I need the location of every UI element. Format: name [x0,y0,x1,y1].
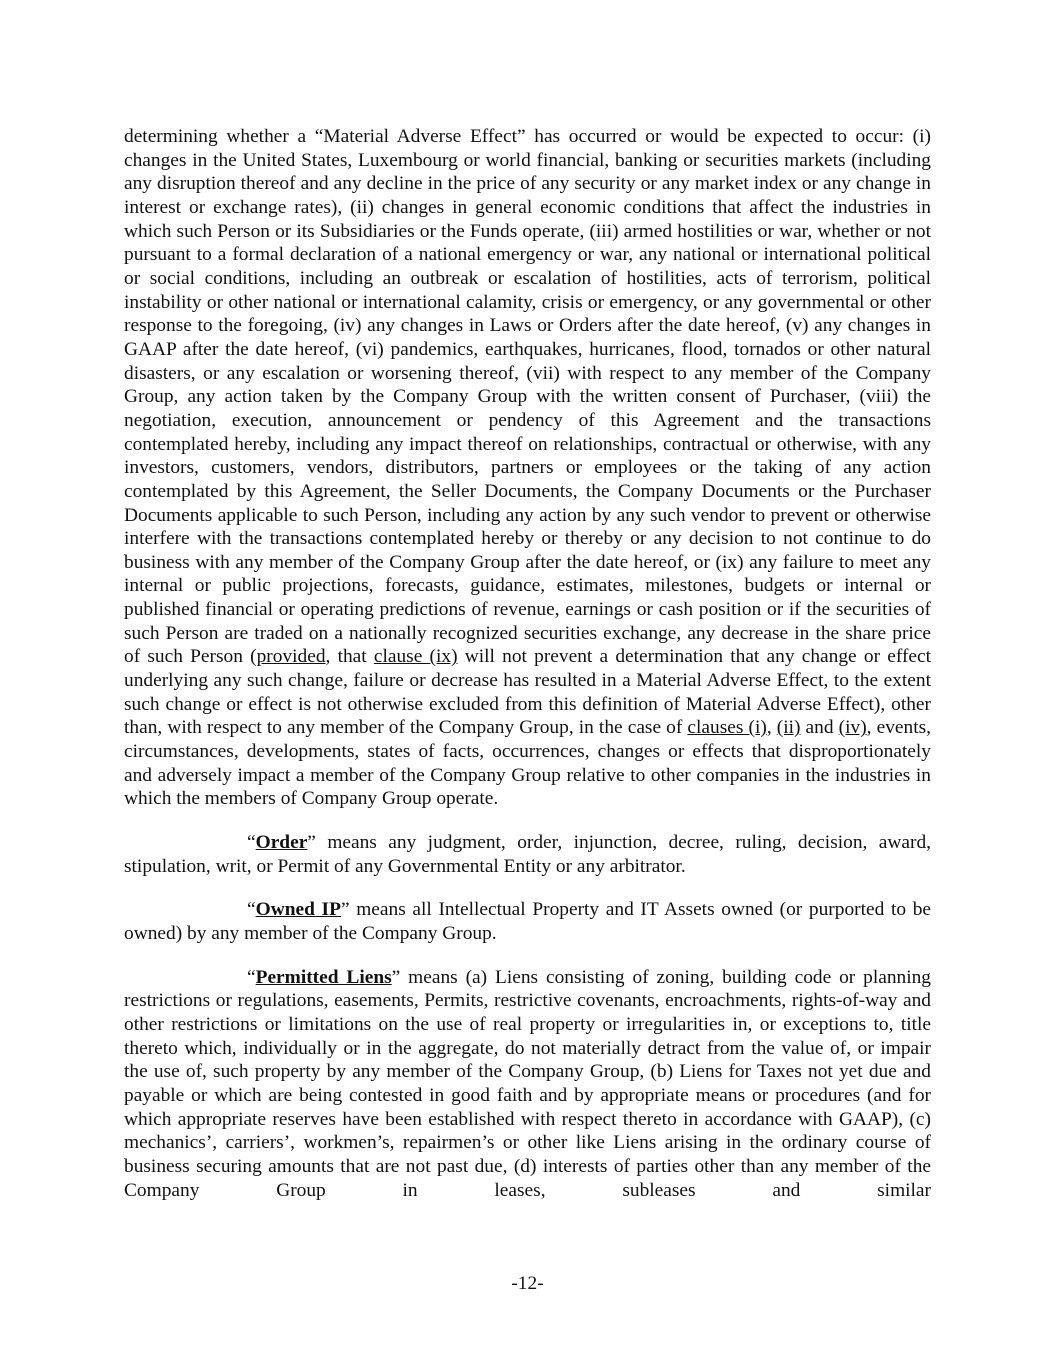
definition-body: means any judgment, order, injunction, decree, ruling, decision, award, stipulation, writ, or Permit of any Governmental Entity or any arbitrator. [124,832,931,877]
close-quote: ” [307,832,316,854]
open-quote: “ [247,966,256,988]
defined-term-permitted-liens: Permitted Liens [255,966,392,988]
definition-permitted-liens [124,966,931,1203]
definition-body: means all Intellectual Property and IT Assets owned (or purported to be owned) by any member of the Company Group. [124,899,932,944]
mae-text-5: and [800,717,839,739]
mae-text-6: , events, circumstances, developments, states of facts, occurrences, changes or effects that disproportionately and adversely impact a member of the Company Group relative to other companies in the industries in which the members of Company Group operate. [124,717,931,810]
mae-definition-continuation [124,125,931,811]
clause-iv-reference: (iv) [838,717,867,739]
document-page [124,125,931,1202]
definition-body: means (a) Liens consisting of zoning, building code or planning restrictions or regulations, easements, Permits, restrictive covenants, encroachments, rights-of-way and other restrictions or limitations on the use of real property or irregularities in, or exceptions to, title thereto which, individually or in the aggregate, do not materially detract from the value of, or impair the use of, such property by any member of the Company Group, (b) Liens for Taxes not yet due and payable or which are being contested in good faith and by appropriate means or procedures (and for which appropriate reserves have been established with respect thereto in accordance with GAAP), (c) mechanics’, carriers’, workmen’s, repairmen’s or other like Liens arising in the ordinary course of business securing amounts that are not past due, (d) interests of parties other than any member of the Company Group in leases, subleases and similar [124,966,931,1201]
definition-order [124,831,931,878]
open-quote: “ [247,899,256,921]
clause-ix-reference: clause (ix) [373,646,458,668]
close-quote: ” [391,966,401,988]
mae-text-4: , [766,717,777,739]
defined-term-owned-ip: Owned IP [255,899,341,921]
mae-text-3: will not prevent a determination that any change or effect underlying any such change, failure or decrease has resulted in a Material Adverse Effect, to the extent such change or effect is not otherwise excluded from this definition of Material Adverse Effect), other than, with respect to any member of the Company Group, in the case of [124,646,932,739]
close-quote: ” [340,899,350,921]
open-quote: “ [247,832,256,854]
mae-text-1: determining whether a “Material Adverse Effect” has occurred or would be expected to occur: (i) changes in the United States, Luxembourg or world financial, banking or securities markets (including any disruption thereof and any decline in the price of any security or any market index or any change in interest or exchange rates), (ii) changes in general economic conditions that affect the industries in which such Person or its Subsidiaries or the Funds operate, (iii) armed hostilities or war, whether or not pursuant to a formal declaration of a national emergency or war, any national or international political or social conditions, including an outbreak or escalation of hostilities, acts of terrorism, political instability or other national or international calamity, crisis or emergency, or any governmental or other response to the foregoing, (iv) any changes in Laws or Orders after the date hereof, (v) any changes in GAAP after the date hereof, (vi) pandemics, earthquakes, hurricanes, flood, tornados or other natural disasters, or any escalation or worsening thereof, (vii) with respect to any member of the Company Group, any action taken by the Company Group with the written consent of Purchaser, (viii) the negotiation, execution, announcement or pendency of this Agreement and the transactions contemplated hereby, including any impact thereof on relationships, contractual or otherwise, with any investors, customers, vendors, distributors, partners or employees or the taking of any action contemplated by this Agreement, the Seller Documents, the Company Documents or the Purchaser Documents applicable to such Person, including any action by any such vendor to prevent or otherwise interfere with the transactions contemplated hereby or thereby or any decision to not continue to do business with any member of the Company Group after the date hereof, or (ix) any failure to meet any internal or public projections, forecasts, guidance, estimates, milestones, budgets or internal or published financial or operating predictions of revenue, earnings or cash position or if the securities of such Person are traded on a nationally recognized securities exchange, any decrease in the share price of such Person ( [124,126,931,668]
mae-text-2: , that [325,646,374,668]
provided-underlined: provided [256,646,326,668]
defined-term-order: Order [255,832,308,854]
definition-owned-ip [124,898,931,945]
clause-ii-reference: (ii) [776,717,801,739]
page-number: -12- [511,1273,544,1294]
clauses-i-reference: clauses (i) [687,717,767,739]
